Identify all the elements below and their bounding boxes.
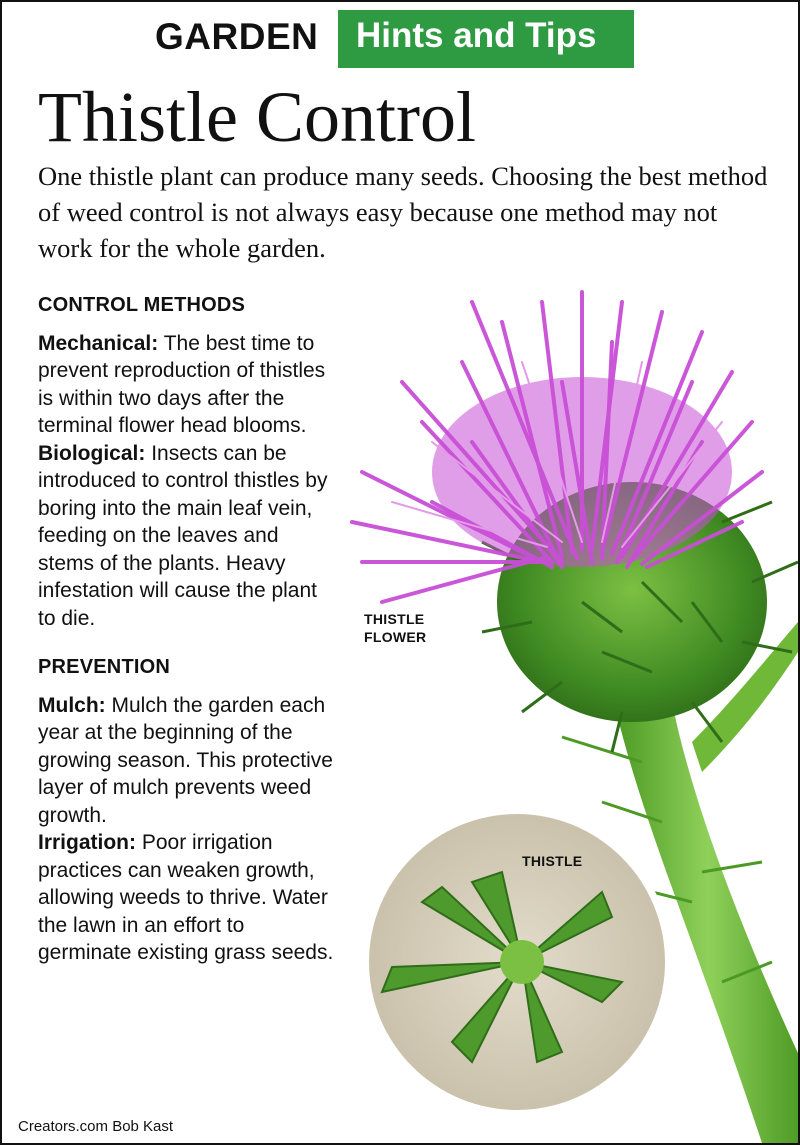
content-column [38, 292, 338, 967]
tip-term: Biological: [38, 441, 146, 465]
tip-irrigation [38, 829, 338, 967]
tip-text: The best time to prevent reproduction of thistles is within two days after the terminal flower head blooms. [38, 331, 326, 437]
flower-label [364, 610, 426, 646]
flower-label-line2: FLOWER [364, 629, 427, 645]
tip-text: Insects can be introduced to control thistles by boring into the main leaf vein, feeding on the leaves and stems of the plants. Heavy infestation will cause the plant to die. [38, 441, 328, 630]
header-banner [2, 6, 798, 66]
tip-biological [38, 440, 338, 633]
thistle-rosette-photo [522, 852, 582, 870]
section-heading-control-methods: CONTROL METHODS [38, 294, 246, 316]
tip-mechanical [38, 330, 338, 440]
tip-text: Mulch the garden each year at the beginning of the growing season. This protective layer of mulch prevents weed growth. [38, 693, 333, 827]
tip-mulch [38, 692, 338, 830]
tip-term: Mulch: [38, 693, 106, 717]
credit-line: Creators.com Bob Kast [18, 1118, 174, 1135]
article-title: Thistle Control [38, 77, 476, 157]
tip-term: Irrigation: [38, 831, 136, 854]
rosette-label: THISTLE [522, 853, 583, 869]
intro-paragraph: One thistle plant can produce many seeds. Choosing the best method of weed control is not always easy because one method may not work for the whole garden. [38, 161, 768, 263]
section-tag: Hints and Tips [356, 16, 597, 55]
flower-label-line1: THISTLE [364, 611, 425, 627]
tip-term: Mechanical: [38, 331, 159, 355]
section-heading-prevention: PREVENTION [38, 656, 171, 678]
section-kicker: GARDEN [155, 16, 319, 57]
tip-text: Poor irrigation practices can weaken growth, allowing weeds to thrive. Water the lawn in an effort to germinate existing grass seeds. [38, 831, 334, 964]
